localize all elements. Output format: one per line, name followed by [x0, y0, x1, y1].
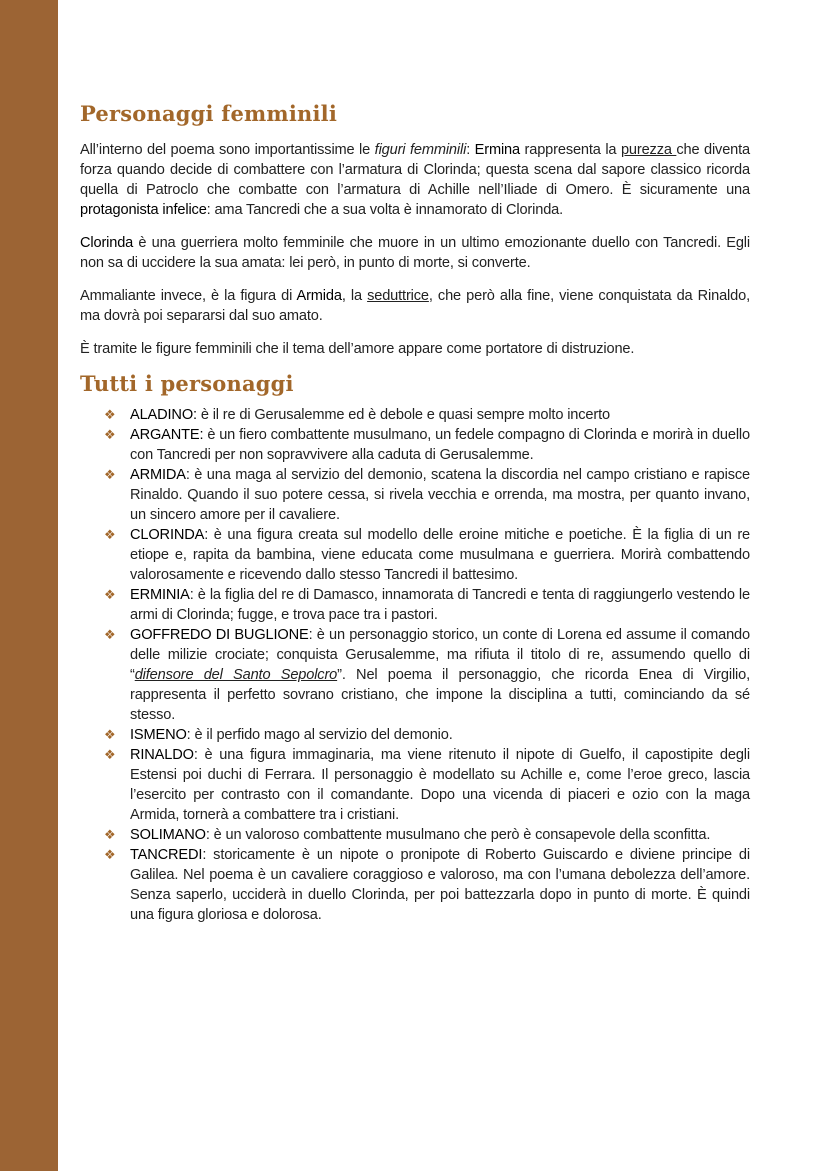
- list-item-erminia: ❖ ERMINIA: è la figlia del re di Damasco, innamorata di Tancredi e tenta di raggiungerlo vestendo le armi di Clorinda; fugge, e trova pace tra i pastori.: [104, 587, 750, 623]
- diamond-bullet-icon: ❖: [104, 427, 116, 442]
- diamond-bullet-icon: ❖: [104, 827, 116, 842]
- diamond-bullet-icon: ❖: [104, 727, 116, 742]
- list-item-ismeno: ❖ ISMENO: è il perfido mago al servizio del demonio.: [104, 727, 453, 743]
- diamond-bullet-icon: ❖: [104, 467, 116, 482]
- list-item-aladino: ❖ ALADINO: è il re di Gerusalemme ed è debole e quasi sempre molto incerto: [104, 407, 610, 423]
- list-item-armida: ❖ ARMIDA: è una maga al servizio del demonio, scatena la discordia nel campo cristiano e rapisce Rinaldo. Quando il suo potere cessa, si rivela vecchia e orrenda, ma mostra, per quanto invano, un sincero amore per il cavaliere.: [104, 467, 750, 523]
- list-item-rinaldo: ❖ RINALDO: è una figura immaginaria, ma viene ritenuto il nipote di Guelfo, il capostipite degli Estensi poi duchi di Ferrara. Il personaggio è modellato su Achille e, come l’eroe greco, lascia l’esercito per contrasto con il comandante. Dopo una vicenda di piaceri e ozio con la maga Armida, tornerà a combattere tra i cristiani.: [104, 747, 750, 823]
- character-list: [80, 405, 750, 925]
- section-heading-female-characters: Personaggi femminili: [80, 101, 338, 126]
- list-item-argante: ❖ ARGANTE: è un fiero combattente musulmano, un fedele compagno di Clorinda e morirà in duello con Tancredi per non sopravvivere alla caduta di Gerusalemme.: [104, 427, 750, 463]
- diamond-bullet-icon: ❖: [104, 847, 116, 862]
- section-heading-all-characters: Tutti i personaggi: [80, 371, 294, 396]
- diamond-bullet-icon: ❖: [104, 747, 116, 762]
- diamond-bullet-icon: ❖: [104, 587, 116, 602]
- paragraph-armida: Ammaliante invece, è la figura di Armida, la seduttrice, che però alla fine, viene conquistata da Rinaldo, ma dovrà poi separarsi dal suo amato.: [80, 288, 750, 324]
- diamond-bullet-icon: ❖: [104, 407, 116, 422]
- document-content: [80, 96, 750, 925]
- diamond-bullet-icon: ❖: [104, 527, 116, 542]
- diamond-bullet-icon: ❖: [104, 627, 116, 642]
- page-sidebar-band: [0, 0, 58, 1171]
- list-item-solimano: ❖ SOLIMANO: è un valoroso combattente musulmano che però è consapevole della sconfitta.: [104, 827, 711, 843]
- paragraph-ermina: All’interno del poema sono importantissime le figuri femminili: Ermina rappresenta la purezza che diventa forza quando decide di combattere con l’armatura di Clorinda; questa scena dal sapore classico ricorda quella di Patroclo che combatte con l’armatura di Achille nell’Iliade di Omero. È sicuramente una protagonista infelice: ama Tancredi che a sua volta è innamorato di Clorinda.: [80, 142, 750, 218]
- list-item-goffredo: ❖ GOFFREDO DI BUGLIONE: è un personaggio storico, un conte di Lorena ed assume il comando delle milizie crociate; conquista Gerusalemme, ma rifiuta il titolo di re, assumendo quello di “difensore del Santo Sepolcro”. Nel poema il personaggio, che ricorda Enea di Virgilio, rappresenta il perfetto sovrano cristiano, che impone la disciplina a tutti, cominciando da sé stesso.: [104, 627, 750, 723]
- list-item-tancredi: ❖ TANCREDI: storicamente è un nipote o pronipote di Roberto Guiscardo e diviene principe di Galilea. Nel poema è un cavaliere coraggioso e valoroso, ma con l’umana debolezza dell’amore. Senza saperlo, ucciderà in duello Clorinda, per poi battezzarla dopo in punto di morte. È quindi una figura gloriosa e dolorosa.: [104, 847, 750, 923]
- paragraph-conclusion: È tramite le figure femminili che il tema dell’amore appare come portatore di distruzione.: [80, 341, 635, 357]
- paragraph-clorinda: Clorinda è una guerriera molto femminile che muore in un ultimo emozionante duello con Tancredi. Egli non sa di uccidere la sua amata: lei però, in punto di morte, si converte.: [80, 235, 750, 271]
- list-item-clorinda: ❖ CLORINDA: è una figura creata sul modello delle eroine mitiche e poetiche. È la figlia di un re etiope e, rapita da bambina, viene educata come musulmana e guerriera. Morirà combattendo valorosamente e ricevendo dallo stesso Tancredi il battesimo.: [104, 527, 750, 583]
